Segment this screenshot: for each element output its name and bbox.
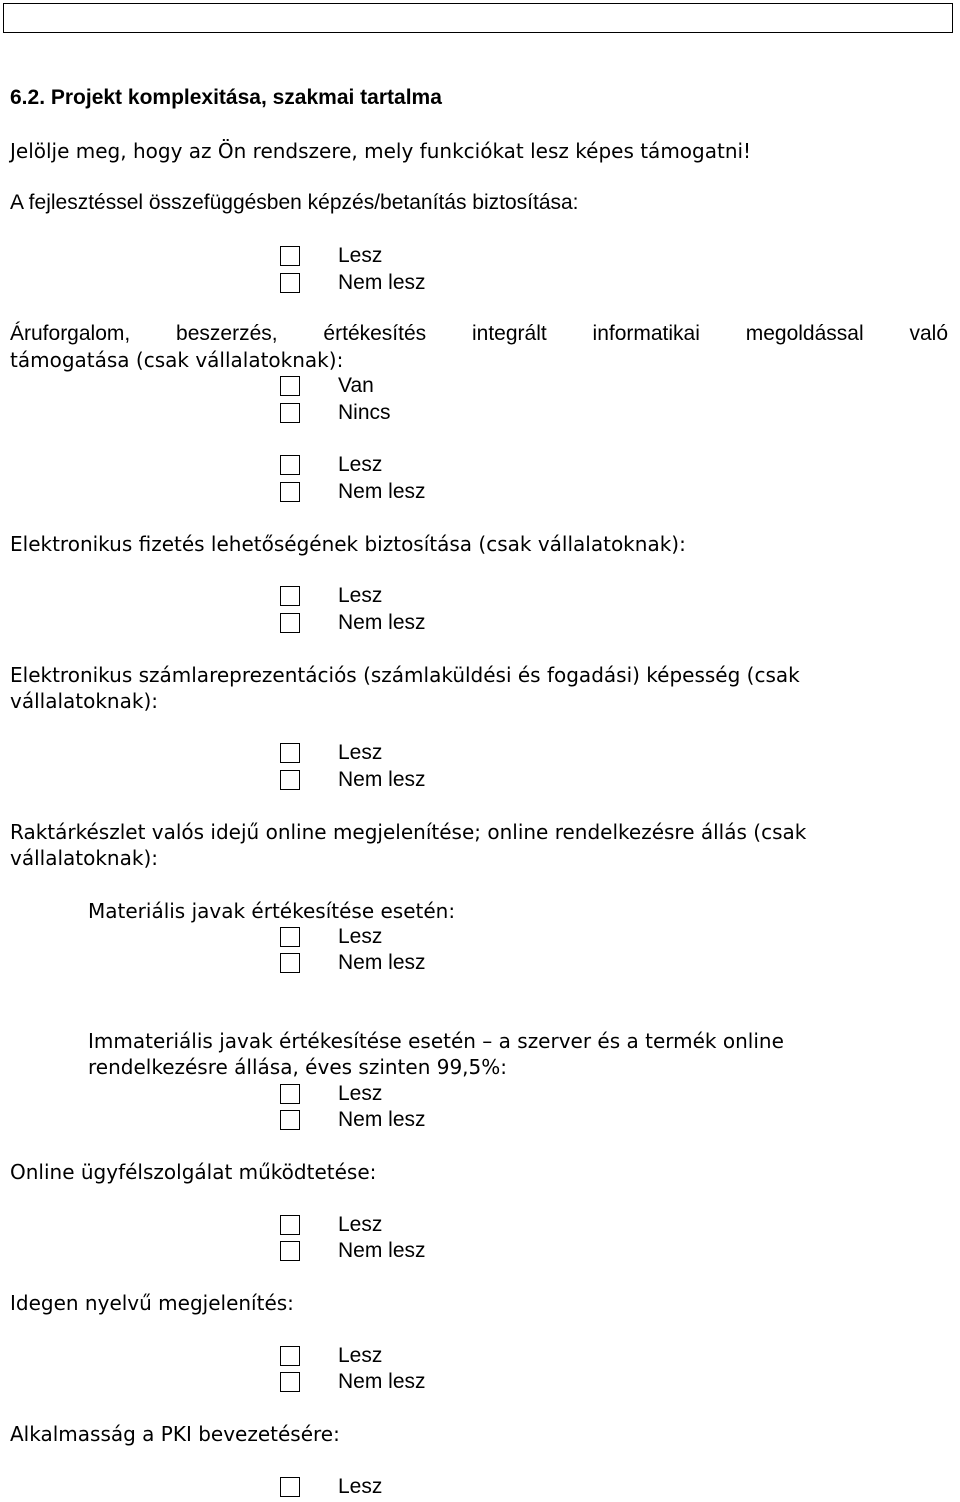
checkbox[interactable] — [280, 403, 300, 423]
checkbox[interactable] — [280, 455, 300, 475]
option-customer-service-nem-lesz[interactable]: Nem lesz — [280, 1238, 426, 1264]
option-epayment-nem-lesz[interactable]: Nem lesz — [280, 610, 426, 636]
option-immaterial-nem-lesz[interactable]: Nem lesz — [280, 1107, 426, 1133]
option-foreign-language-lesz[interactable]: Lesz — [280, 1343, 382, 1369]
checkbox[interactable] — [280, 953, 300, 973]
question-customer-service: Online ügyfélszolgálat működtetése: — [10, 1160, 377, 1184]
question-foreign-language: Idegen nyelvű megjelenítés: — [10, 1291, 294, 1315]
checkbox[interactable] — [280, 246, 300, 266]
option-trade-nem-lesz[interactable]: Nem lesz — [280, 479, 426, 505]
question-epayment: Elektronikus fizetés lehetőségének biztosítása (csak vállalatoknak): — [10, 532, 686, 556]
checkbox[interactable] — [280, 1110, 300, 1130]
option-trade-lesz[interactable]: Lesz — [280, 452, 382, 478]
subquestion-immaterial-line2: rendelkezésre állása, éves szinten 99,5%: — [88, 1055, 508, 1079]
option-training-lesz[interactable]: Lesz — [280, 243, 382, 269]
option-foreign-language-nem-lesz[interactable]: Nem lesz — [280, 1369, 426, 1395]
option-trade-van[interactable]: Van — [280, 373, 374, 399]
checkbox[interactable] — [280, 1084, 300, 1104]
question-stock-line1: Raktárkészlet valós idejű online megjelenítése; online rendelkezésre állás (csak — [10, 820, 807, 844]
checkbox[interactable] — [280, 1477, 300, 1497]
question-trade-line1: Áruforgalom, beszerzés, értékesítés integrált informatikai megoldással való — [10, 322, 948, 345]
checkbox[interactable] — [280, 1346, 300, 1366]
question-stock-line2: vállalatoknak): — [10, 846, 158, 870]
subquestion-immaterial-line1: Immateriális javak értékesítése esetén – a szerver és a termék online — [88, 1029, 784, 1053]
option-material-nem-lesz[interactable]: Nem lesz — [280, 950, 426, 976]
option-training-nem-lesz[interactable]: Nem lesz — [280, 270, 426, 296]
checkbox[interactable] — [280, 482, 300, 502]
checkbox[interactable] — [280, 1215, 300, 1235]
checkbox[interactable] — [280, 1241, 300, 1261]
checkbox[interactable] — [280, 273, 300, 293]
subquestion-material: Materiális javak értékesítése esetén: — [88, 899, 456, 923]
option-pki-lesz[interactable]: Lesz — [280, 1474, 382, 1500]
question-trade-line2: támogatása (csak vállalatoknak): — [10, 348, 344, 372]
question-einvoice-line1: Elektronikus számlareprezentációs (számlaküldési és fogadási) képesség (csak — [10, 663, 800, 687]
checkbox[interactable] — [280, 613, 300, 633]
checkbox[interactable] — [280, 927, 300, 947]
option-einvoice-nem-lesz[interactable]: Nem lesz — [280, 767, 426, 793]
checkbox[interactable] — [280, 376, 300, 396]
question-training: A fejlesztéssel összefüggésben képzés/betanítás biztosítása: — [10, 191, 579, 214]
option-einvoice-lesz[interactable]: Lesz — [280, 740, 382, 766]
checkbox[interactable] — [280, 770, 300, 790]
header-box — [3, 3, 953, 33]
option-customer-service-lesz[interactable]: Lesz — [280, 1212, 382, 1238]
checkbox[interactable] — [280, 743, 300, 763]
intro-text: Jelölje meg, hogy az Ön rendszere, mely funkciókat lesz képes támogatni! — [10, 139, 752, 163]
option-trade-nincs[interactable]: Nincs — [280, 400, 391, 426]
section-heading: 6.2. Projekt komplexitása, szakmai tartalma — [10, 86, 442, 109]
option-immaterial-lesz[interactable]: Lesz — [280, 1081, 382, 1107]
option-material-lesz[interactable]: Lesz — [280, 924, 382, 950]
question-pki: Alkalmasság a PKI bevezetésére: — [10, 1422, 340, 1446]
checkbox[interactable] — [280, 1372, 300, 1392]
checkbox[interactable] — [280, 586, 300, 606]
question-einvoice-line2: vállalatoknak): — [10, 689, 158, 713]
option-epayment-lesz[interactable]: Lesz — [280, 583, 382, 609]
